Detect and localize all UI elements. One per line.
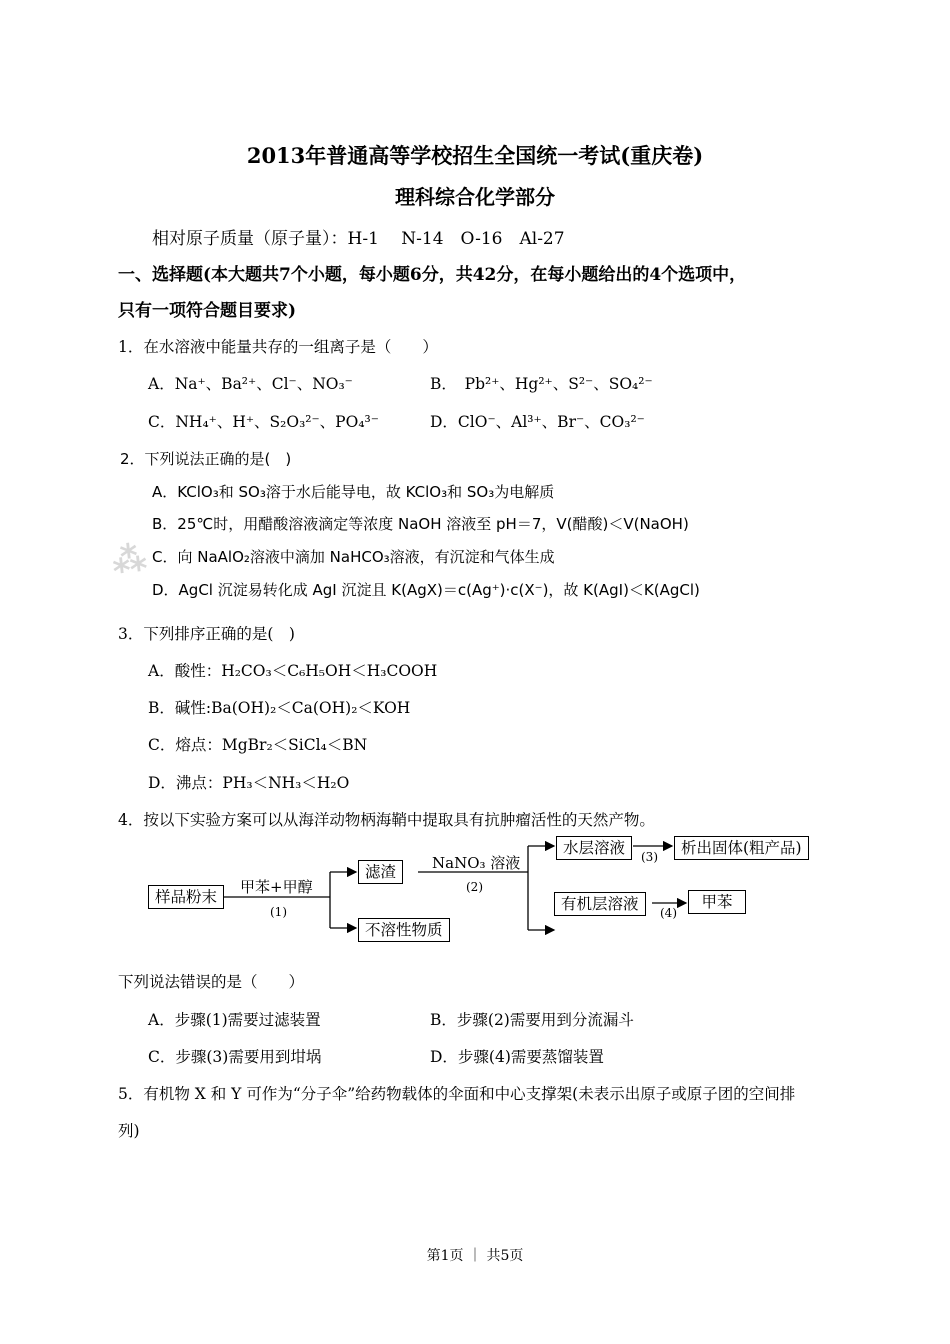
flow-label-reagent2: NaNO₃ 溶液 (432, 854, 521, 872)
q1-option-a: A．Na⁺、Ba²⁺、Cl⁻、NO₃⁻ (148, 375, 353, 393)
q4-stem: 4．按以下实验方案可以从海洋动物柄海鞘中提取具有抗肿瘤活性的天然产物。 (118, 811, 655, 829)
flow-label-reagent1: 甲苯+甲醇 (240, 878, 313, 896)
section-heading-line1: 一、选择题(本大题共7个小题，每小题6分，共42分，在每小题给出的4个选项中， (118, 265, 747, 285)
q5-stem-line1: 5．有机物 X 和 Y 可作为“分子伞”给药物载体的伞面和中心支撑架(未表示出原子或原子团的空间排 (118, 1085, 796, 1103)
q1-option-d: D．ClO⁻、Al³⁺、Br⁻、CO₃²⁻ (430, 413, 645, 431)
q1-stem: 1．在水溶液中能量共存的一组离子是（ ） (118, 338, 438, 356)
q1-option-c: C．NH₄⁺、H⁺、S₂O₃²⁻、PO₄³⁻ (148, 413, 379, 431)
q2-option-c: C．向 NaAlO₂溶液中滴加 NaHCO₃溶液，有沉淀和气体生成 (152, 548, 555, 566)
q3-option-a: A．酸性：H₂CO₃＜C₆H₅OH＜H₃COOH (148, 662, 438, 680)
q3-option-b: B．碱性:Ba(OH)₂＜Ca(OH)₂＜KOH (148, 699, 411, 717)
q3-stem: 3．下列排序正确的是( ) (118, 625, 295, 643)
flow-label-step1: (1) (270, 905, 287, 919)
q2-stem: 2．下列说法正确的是( ) (120, 450, 292, 468)
q2-option-b: B．25℃时，用醋酸溶液滴定等浓度 NaOH 溶液至 pH＝7，V(醋酸)＜V(NaOH) (152, 515, 689, 533)
q2-option-a: A．KClO₃和 SO₃溶于水后能导电，故 KClO₃和 SO₃为电解质 (152, 483, 555, 501)
q2-option-d: D．AgCl 沉淀易转化成 AgI 沉淀且 K(AgX)＝c(Ag⁺)·c(X⁻)，故 K(AgI)＜K(AgCl) (152, 581, 700, 599)
page-footer: 第1页 ｜ 共5页 (426, 1248, 524, 1264)
watermark: ⁂ (110, 538, 149, 582)
page-subtitle: 理科综合化学部分 (395, 185, 555, 209)
flow-label-step4: (4) (660, 906, 677, 920)
flow-label-step3: (3) (641, 850, 658, 864)
flow-box-residue: 滤渣 (358, 860, 403, 884)
section-heading-line2: 只有一项符合题目要求) (118, 301, 297, 321)
q3-option-d: D．沸点：PH₃＜NH₃＜H₂O (148, 774, 350, 792)
q4-option-c: C．步骤(3)需要用到坩埚 (148, 1048, 322, 1066)
flow-label-step2: (2) (466, 880, 483, 894)
flow-box-toluene: 甲苯 (688, 890, 746, 914)
q5-stem-line2: 列) (118, 1122, 140, 1140)
page-title: 2013年普通高等学校招生全国统一考试(重庆卷) (246, 143, 704, 168)
q4-option-d: D．步骤(4)需要蒸馏装置 (430, 1048, 604, 1066)
flow-box-insoluble: 不溶性物质 (358, 918, 450, 942)
flow-box-sample: 样品粉末 (148, 885, 224, 909)
q1-option-b: B． Pb²⁺、Hg²⁺、S²⁻、SO₄²⁻ (430, 375, 653, 393)
flow-box-solid: 析出固体(粗产品) (674, 836, 809, 860)
q3-option-c: C．熔点：MgBr₂＜SiCl₄＜BN (148, 736, 368, 754)
q4-substem: 下列说法错误的是（ ） (118, 973, 305, 991)
q4-option-a: A．步骤(1)需要过滤装置 (148, 1011, 321, 1029)
flow-box-aqueous: 水层溶液 (556, 836, 632, 860)
flow-box-organic: 有机层溶液 (554, 892, 646, 916)
q4-option-b: B．步骤(2)需要用到分流漏斗 (430, 1011, 634, 1029)
atomic-mass-line: 相对原子质量（原子量）：H-1 N-14 O-16 Al-27 (152, 229, 565, 249)
